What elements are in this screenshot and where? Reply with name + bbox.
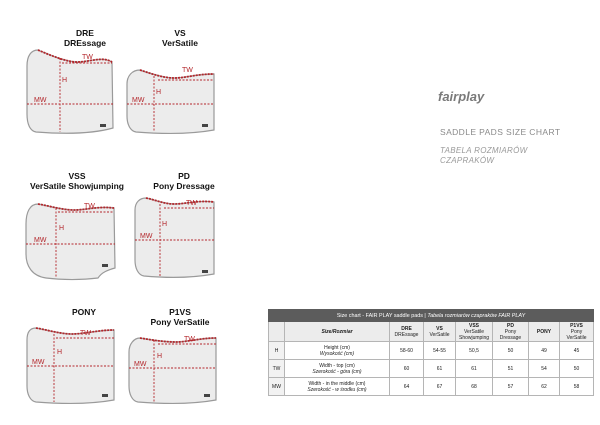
size-table xyxy=(268,309,594,396)
pad-title-vss xyxy=(22,171,132,191)
row-description: Width - in the middle (cm) Szerokość - w środku (cm) xyxy=(285,378,390,396)
pad-title-vs xyxy=(130,28,230,48)
tw-label: TW xyxy=(84,203,95,210)
table-cell: 60 xyxy=(390,360,424,378)
table-cell: 57 xyxy=(493,378,529,396)
pad-title-pd xyxy=(134,171,234,191)
brand-logo xyxy=(438,86,508,108)
table-header-row xyxy=(269,322,594,342)
h-label: H xyxy=(157,353,163,360)
pad-name: VerSatile Showjumping xyxy=(30,181,124,191)
table-cell: 64 xyxy=(390,378,424,396)
logo-wordmark: fairplay xyxy=(438,89,485,104)
row-key: H xyxy=(269,342,285,360)
mw-label: MW xyxy=(140,233,153,240)
pad-title-p1vs xyxy=(130,307,230,327)
table-cell: 45 xyxy=(560,342,594,360)
table-cell: 58 xyxy=(560,378,594,396)
pad-diagram-vss xyxy=(22,196,130,284)
mw-label: MW xyxy=(32,359,45,366)
table-row xyxy=(269,378,594,396)
row-description: Width - top (cm) Szerokość - góra (cm) xyxy=(285,360,390,378)
pad-code: VSS xyxy=(68,171,86,181)
tw-label: TW xyxy=(184,336,195,343)
pad-diagram-pony xyxy=(22,320,126,408)
tw-label: TW xyxy=(186,200,197,207)
tw-label: TW xyxy=(80,330,91,337)
pad-code: DRE xyxy=(76,28,94,38)
tw-label: TW xyxy=(82,54,93,61)
table-cell: 58-60 xyxy=(390,342,424,360)
table-cell: 61 xyxy=(456,360,493,378)
h-label: H xyxy=(57,349,63,356)
h-label: H xyxy=(62,77,68,84)
table-cell: 54 xyxy=(529,360,560,378)
table-row xyxy=(269,342,594,360)
pad-diagram-dre xyxy=(22,44,126,139)
col-header-vss: VSS VerSatile Showjumping xyxy=(456,322,493,342)
pad-name: Pony VerSatile xyxy=(150,317,210,327)
pad-diagram-p1vs xyxy=(124,330,228,410)
size-header: Size/Rozmiar xyxy=(285,322,390,342)
col-header-vs: VS VerSatile xyxy=(424,322,456,342)
row-key: TW xyxy=(269,360,285,378)
pad-diagram-pd xyxy=(130,192,226,288)
table-caption: Size chart - FAIR PLAY saddle pads | Tabela rozmiarów czapraków FAIR PLAY xyxy=(269,310,594,322)
table-cell: 54-55 xyxy=(424,342,456,360)
page-subtitle: TABELA ROZMIARÓW CZAPRAKÓW xyxy=(440,146,528,165)
pad-code: PD xyxy=(178,171,190,181)
table-cell: 67 xyxy=(424,378,456,396)
table-cell: 50 xyxy=(493,342,529,360)
pad-name: VerSatile xyxy=(162,38,198,48)
table-row xyxy=(269,360,594,378)
tw-label: TW xyxy=(182,67,193,74)
mw-label: MW xyxy=(34,237,47,244)
table-caption-row xyxy=(269,310,594,322)
pad-code: VS xyxy=(174,28,186,38)
pad-name: Pony Dressage xyxy=(153,181,215,191)
table-cell: 50 xyxy=(560,360,594,378)
table-cell: 61 xyxy=(424,360,456,378)
pad-diagram-vs xyxy=(122,62,226,140)
corner-cell xyxy=(269,322,285,342)
table-cell: 68 xyxy=(456,378,493,396)
col-header-pony: PONY xyxy=(529,322,560,342)
mw-label: MW xyxy=(34,97,47,104)
table-cell: 50,5 xyxy=(456,342,493,360)
row-description: Height (cm) Wysokość (cm) xyxy=(285,342,390,360)
pad-title-pony xyxy=(44,307,124,317)
mw-label: MW xyxy=(132,97,145,104)
col-header-dre: DRE DREssage xyxy=(390,322,424,342)
pad-code: PONY xyxy=(71,307,97,317)
page-title: SADDLE PADS SIZE CHART xyxy=(440,127,561,137)
h-label: H xyxy=(59,225,65,232)
pad-code: P1VS xyxy=(169,307,191,317)
table-cell: 49 xyxy=(529,342,560,360)
h-label: H xyxy=(162,221,168,228)
table-cell: 62 xyxy=(529,378,560,396)
table-cell: 51 xyxy=(493,360,529,378)
mw-label: MW xyxy=(134,361,147,368)
h-label: H xyxy=(156,89,162,96)
col-header-pd: PD Pony Dressage xyxy=(493,322,529,342)
pad-name: DREssage xyxy=(63,38,107,48)
row-key: MW xyxy=(269,378,285,396)
col-header-p1vs: P1VS Pony VerSatile xyxy=(560,322,594,342)
